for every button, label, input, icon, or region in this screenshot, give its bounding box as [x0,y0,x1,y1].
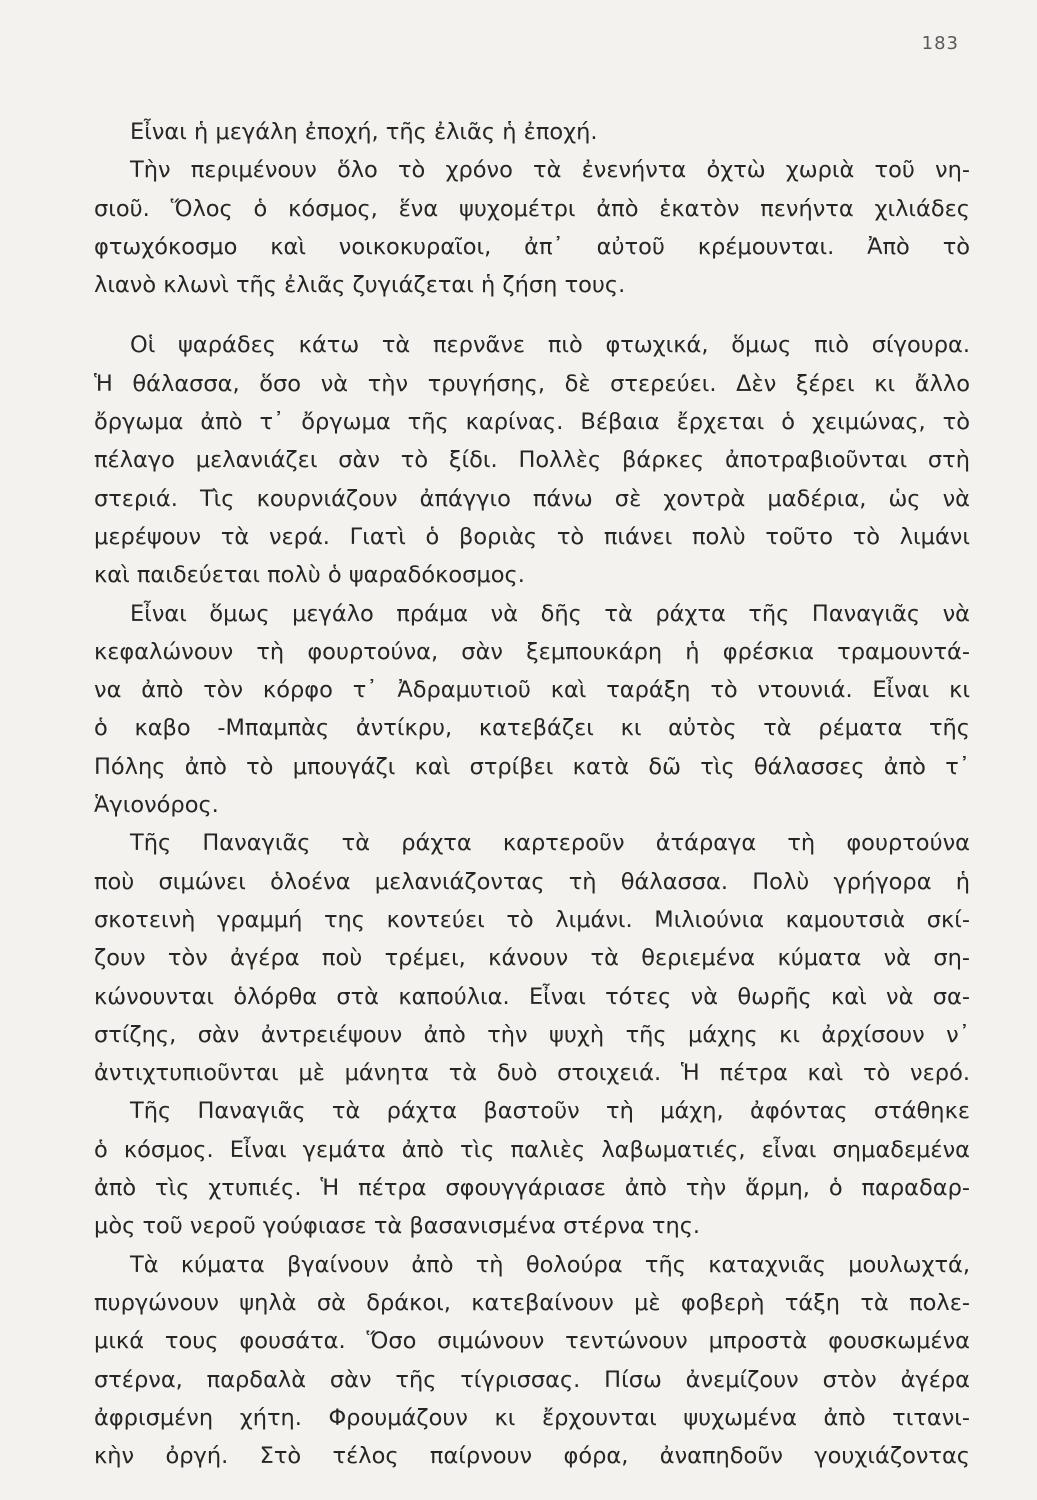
text-line: μικά τους φουσάτα. Ὅσο σιμώνουν τεντώνουν μπροστὰ φουσκωμένα [94,1328,970,1355]
text-line: Τῆς Παναγιᾶς τὰ ράχτα καρτεροῦν ἀτάραγα τὴ φουρτούνα [130,830,970,857]
text-line: Εἶναι ὅμως μεγάλο πράμα νὰ δῆς τὰ ράχτα τῆς Παναγιᾶς νὰ [130,600,970,627]
text-line: Οἱ ψαράδες κάτω τὰ περνᾶνε πιὸ φτωχικά, ὅμως πιὸ σίγουρα. [130,332,970,359]
text-line: ἀντιχτυπιοῦνται μὲ μάνητα τὰ δυὸ στοιχειά. Ἡ πέτρα καὶ τὸ νερό. [94,1060,970,1087]
text-line: σιοῦ. Ὅλος ὁ κόσμος, ἕνα ψυχομέτρι ἀπὸ ἑκατὸν πενήντα χιλιάδες [94,195,970,222]
text-line: μερέψουν τὰ νερά. Γιατὶ ὁ βοριὰς τὸ πιάνει πολὺ τοῦτο τὸ λιμάνι [94,523,970,550]
text-line: ἀφρισμένη χήτη. Φρουμάζουν κι ἔρχουνται ψυχωμένα ἀπὸ τιτανι- [94,1404,970,1431]
text-line: Εἶναι ἡ μεγάλη ἐποχή, τῆς ἐλιᾶς ἡ ἐποχή. [130,119,598,145]
text-line: στίζης, σὰν ἀντρειέψουν ἀπὸ τὴν ψυχὴ τῆς μάχης κι ἀρχίσουν ν᾽ [94,1021,970,1048]
text-line: στέρνα, παρδαλὰ σὰν τῆς τίγρισσας. Πίσω ἀνεμίζουν στὸν ἀγέρα [94,1366,970,1393]
text-line: πυργώνουν ψηλὰ σὰ δράκοι, κατεβαίνουν μὲ φοβερὴ τάξη τὰ πολε- [94,1289,970,1316]
text-line: Ἡ θάλασσα, ὅσο νὰ τὴν τρυγήσης, δὲ στερεύει. Δὲν ξέρει κι ἄλλο [94,370,970,397]
text-line: ἀπὸ τὶς χτυπιές. Ἡ πέτρα σφουγγάριασε ἀπὸ τὴν ἅρμη, ὁ παραδαρ- [94,1175,970,1202]
text-line: Τὰ κύματα βγαίνουν ἀπὸ τὴ θολούρα τῆς καταχνιᾶς μουλωχτά, [130,1251,970,1278]
text-line: να ἀπὸ τὸν κόρφο τ᾽ Ἀδραμυτιοῦ καὶ ταράξη τὸ ντουνιά. Εἶναι κι [94,677,970,704]
text-line: λιανὸ κλωνὶ τῆς ἐλιᾶς ζυγιάζεται ἡ ζήση τους. [94,272,626,299]
text-line: κώνουνται ὁλόρθα στὰ καπούλια. Εἶναι τότες νὰ θωρῆς καὶ νὰ σα- [94,983,970,1010]
text-line: Πόλης ἀπὸ τὸ μπουγάζι καὶ στρίβει κατὰ δῶ τὶς θάλασσες ἀπὸ τ᾽ [94,753,970,780]
text-line: ζουν τὸν ἀγέρα ποὺ τρέμει, κάνουν τὰ θεριεμένα κύματα νὰ ση- [94,945,970,972]
text-line: ὄργωμα ἀπὸ τ᾽ ὄργωμα τῆς καρίνας. Βέβαια ἔρχεται ὁ χειμώνας, τὸ [94,409,970,436]
text-line: Ἁγιονόρος. [94,792,219,819]
text-line: στεριά. Τὶς κουρνιάζουν ἀπάγγιο πάνω σὲ χοντρὰ μαδέρια, ὡς νὰ [94,485,970,512]
text-line: πέλαγο μελανιάζει σὰν τὸ ξίδι. Πολλὲς βάρκες ἀποτραβιοῦνται στὴ [94,447,970,474]
text-body [94,113,970,1475]
text-line: ὁ καβο -Μπαμπὰς ἀντίκρυ, κατεβάζει κι αὐτὸς τὰ ρέματα τῆς [94,715,970,742]
text-line: φτωχόκοσμο καὶ νοικοκυραῖοι, ἀπ᾽ αὐτοῦ κρέμουνται. Ἀπὸ τὸ [94,233,970,260]
text-line: κεφαλώνουν τὴ φουρτούνα, σὰν ξεμπουκάρη ἡ φρέσκια τραμουντά- [94,638,970,665]
text-line: κὴν ὀργή. Στὸ τέλος παίρνουν φόρα, ἀναπηδοῦν γουχιάζοντας [94,1443,970,1470]
text-line: Τῆς Παναγιᾶς τὰ ράχτα βαστοῦν τὴ μάχη, ἀφόντας στάθηκε [130,1098,970,1125]
text-line: σκοτεινὴ γραμμή της κοντεύει τὸ λιμάνι. Μιλιούνια καμουτσιὰ σκί- [94,906,970,933]
text-line: καὶ παιδεύεται πολὺ ὁ ψαραδόκοσμος. [94,562,525,589]
text-line: μὸς τοῦ νεροῦ γούφιασε τὰ βασανισμένα στέρνα της. [94,1213,701,1240]
text-line: ποὺ σιμώνει ὁλοένα μελανιάζοντας τὴ θάλασσα. Πολὺ γρήγορα ἡ [94,868,970,895]
text-line: ὁ κόσμος. Εἶναι γεμάτα ἀπὸ τὶς παλιὲς λαβωματιές, εἶναι σημαδεμένα [94,1136,970,1163]
page-number: 183 [921,33,959,54]
text-line: Τὴν περιμένουν ὅλο τὸ χρόνο τὰ ἐνενήντα ὀχτὼ χωριὰ τοῦ νη- [130,157,970,184]
